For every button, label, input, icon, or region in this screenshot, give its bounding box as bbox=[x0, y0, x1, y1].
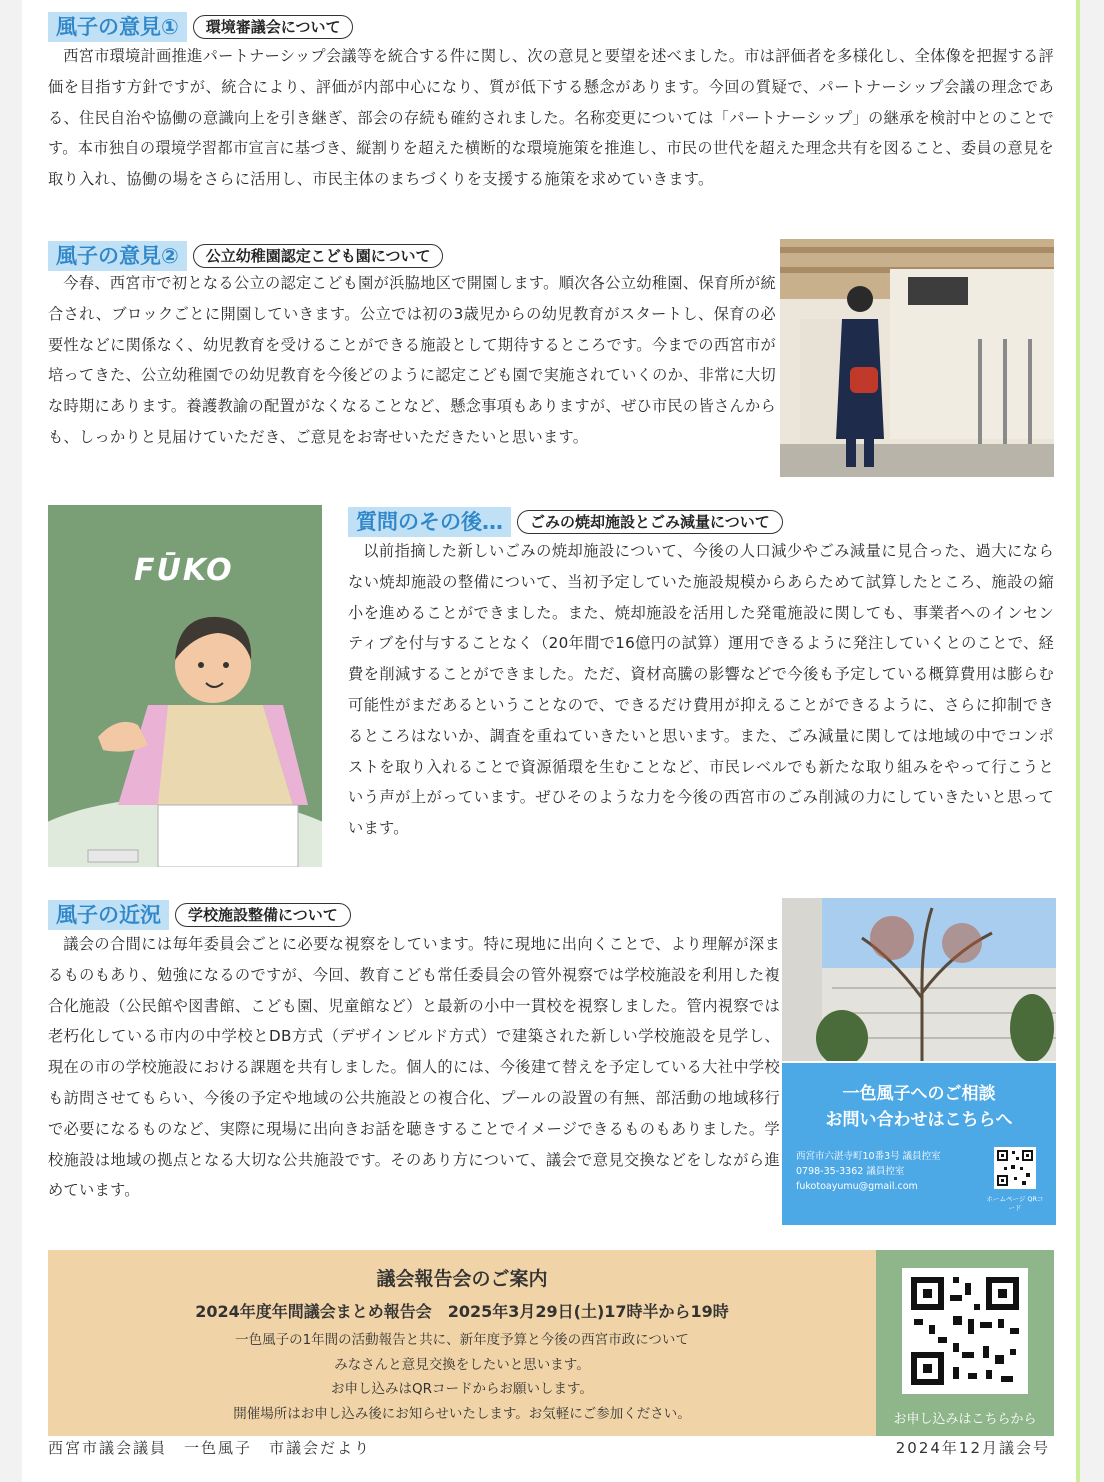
section4-topic: 学校施設整備について bbox=[175, 903, 351, 927]
section1-tag: 風子の意見① bbox=[48, 12, 187, 42]
section1-text: 西宮市環境計画推進パートナーシップ会議等を統合する件に関し、次の意見と要望を述べました。市は評価者を多様化し、全体像を把握する評価を目指す方針ですが、統合により、評価が内部中心になり、質が低下する懸念があります。今回の質疑で、パートナーシップ会議の理念である、住民自治や協働の意識向上を引き継ぎ、部会の存続も確約されました。名称変更については「パートナーシップ」の継承を検討中とのことです。本市独自の環境学習都市宣言に基づき、縦割りを超えた横断的な環境施策を推進し、市民の世代を超えた理念共有を図ること、委員の意見を取り入れ、協働の場をさらに活用し、市民主体のまちづくりを支援する施策を求めていきます。 bbox=[48, 47, 1054, 189]
school-photo bbox=[782, 898, 1056, 1061]
section4-tag: 風子の近況 bbox=[48, 900, 169, 930]
fuko-illustration bbox=[48, 505, 322, 867]
footer-publisher: 西宮市議会議員 一色風子 市議会だより bbox=[48, 1439, 372, 1457]
section1-topic: 環境審議会について bbox=[193, 15, 354, 39]
footer-issue: 2024年12月議会号 bbox=[895, 1439, 1050, 1457]
report-line: 開催場所はお申し込み後にお知らせいたします。お気軽にご参加ください。 bbox=[233, 1405, 691, 1422]
registration-qr-box bbox=[876, 1250, 1054, 1436]
section2-text: 今春、西宮市で初となる公立の認定こども園が浜脇地区で開園します。順次各公立幼稚園、保育所が統合され、ブロックごとに開園していきます。公立では初の3歳児からの幼児教育がスタートし、保育の必要性などに関係なく、幼児教育を受けることができる施設として期待するところです。今までの西宮市が培ってきた、公立幼稚園での幼児教育を今後どのように認定こども園で実施されていくのか、非常に大切な時期にあります。養護教諭の配置がなくなることなど、懸念事項もありますが、ぜひ市民の皆さんからも、しっかりと見届けていただき、ご意見をお寄せいただきたいと思います。 bbox=[48, 274, 776, 446]
section4-header bbox=[48, 900, 351, 930]
contact-details bbox=[796, 1149, 941, 1194]
section3-tag: 質問のその後… bbox=[348, 507, 511, 537]
registration-qr-code[interactable] bbox=[902, 1268, 1028, 1394]
contact-address: 西宮市六湛寺町10番3号 議員控室 bbox=[796, 1151, 941, 1162]
report-line: お申し込みはQRコードからお願いします。 bbox=[331, 1381, 593, 1397]
contact-line2: お問い合わせはこちらへ bbox=[825, 1110, 1013, 1130]
fuko-logo: FŪKO bbox=[134, 553, 234, 588]
registration-qr-caption: お申し込みはこちらから bbox=[893, 1412, 1037, 1427]
section2-tag: 風子の意見② bbox=[48, 241, 187, 271]
contact-box bbox=[782, 1063, 1056, 1225]
section1-header bbox=[48, 12, 353, 42]
report-line: みなさんと意見交換をしたいと思います。 bbox=[334, 1356, 590, 1373]
report-details bbox=[48, 1328, 876, 1426]
section4-text: 議会の合間には毎年委員会ごとに必要な視察をしています。特に現地に出向くことで、より理解が深まるものもあり、勉強になるのですが、今回、教育こども常任委員会の管外視察では学校施設を利用した複合化施設（公民館や図書館、こども園、児童館など）と最新の小中一貫校を視察しました。管内視察では老朽化している市内の中学校とDB方式（デザインビルド方式）で建築された新しい学校施設を見学し、現在の市の学校施設における課題を共有しました。個人的には、今後建て替えを予定している大社中学校も訪問させてもらい、今後の予定や地域の公共施設との複合化、プールの設置の有無、部活動の地域移行で必要になるものなど、実際に現場に出向きお話を聴きすることでイメージできるものもありました。学校施設は地域の拠点となる大切な公共施設です。そのあり方について、議会で意見交換などをしながら進めています。 bbox=[48, 935, 780, 1200]
section3-topic: ごみの焼却施設とごみ減量について bbox=[517, 510, 783, 534]
homepage-qr-label: ホームページ QRコード bbox=[986, 1195, 1044, 1212]
section2-header bbox=[48, 241, 443, 271]
contact-line1: 一色風子へのご相談 bbox=[842, 1084, 996, 1104]
report-line: 一色風子の1年間の活動報告と共に、新年度予算と今後の西宮市政について bbox=[235, 1332, 689, 1348]
newsletter-page bbox=[22, 0, 1080, 1482]
homepage-qr-code[interactable] bbox=[994, 1147, 1036, 1189]
report-meeting-info bbox=[48, 1250, 876, 1436]
contact-email[interactable]: fukotoayumu@gmail.com bbox=[796, 1181, 918, 1192]
section3-header bbox=[348, 507, 783, 537]
section3-text: 以前指摘した新しいごみの焼却施設について、今後の人口減少やごみ減量に見合った、過大にならない焼却施設の整備について、当初予定していた施設規模からあらためて試算したところ、施設の縮小を進めることができました。また、焼却施設を活用した発電施設に関しても、事業者へのインセンティブを付与することなく（20年間で16億円の試算）運用できるように発注していくとのことで、経費を削減することができました。ただ、資材高騰の影響などで今後も予定している概算費用は膨らむ可能性がまだあるということなので、できるだけ費用が抑えることができるように、さらに抑制できるところはないか、調査を重ねていきたいと思います。また、ごみ減量に関しては地域の中でコンポストを取り入れることで資源循環を生むことなど、市民レベルでも新たな取り組みをやって行こうという声が上がっています。ぜひそのような力を今後の西宮市のごみ削減の力にしていきたいと思っています。 bbox=[348, 542, 1054, 838]
kindergarten-photo bbox=[780, 239, 1054, 477]
section2-topic: 公立幼稚園認定こども園について bbox=[193, 244, 444, 268]
report-title: 議会報告会のご案内 bbox=[376, 1268, 548, 1290]
contact-phone: 0798-35-3362 議員控室 bbox=[796, 1166, 905, 1177]
report-subtitle: 2024年度年間議会まとめ報告会 2025年3月29日(土)17時半から19時 bbox=[195, 1302, 729, 1321]
